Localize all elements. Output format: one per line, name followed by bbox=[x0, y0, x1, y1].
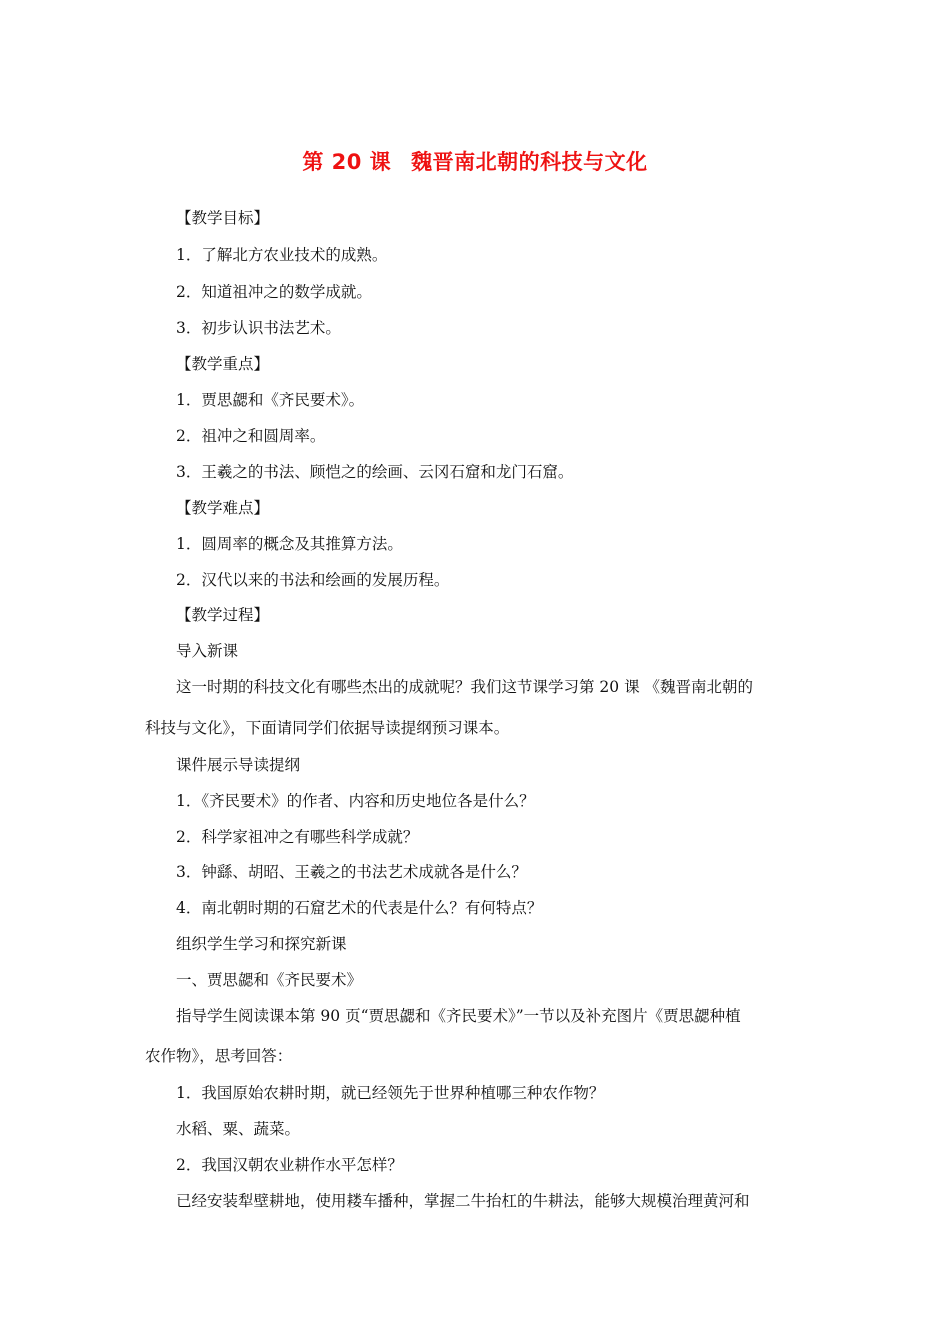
section-heading-difficulties: 【教学难点】 bbox=[176, 499, 270, 517]
key-point-item: 1．贾思勰和《齐民要术》。 bbox=[176, 391, 365, 409]
subheading-outline: 课件展示导读提纲 bbox=[176, 756, 301, 774]
guide-paragraph-line: 农作物》，思考回答： bbox=[145, 1047, 293, 1065]
objective-item: 3．初步认识书法艺术。 bbox=[176, 319, 341, 337]
lesson-title: 魏晋南北朝的科技与文化 bbox=[411, 150, 648, 174]
answer-text: 水稻、粟、蔬菜。 bbox=[176, 1120, 301, 1138]
objective-item: 1．了解北方农业技术的成熟。 bbox=[176, 246, 388, 264]
outline-question: 3．钟繇、胡昭、王羲之的书法艺术成就各是什么？ bbox=[176, 863, 527, 881]
difficulty-item: 2．汉代以来的书法和绘画的发展历程。 bbox=[176, 571, 450, 589]
section-heading-key-points: 【教学重点】 bbox=[176, 355, 270, 373]
outline-question: 2．科学家祖冲之有哪些科学成就？ bbox=[176, 828, 419, 846]
question-item: 2．我国汉朝农业耕作水平怎样？ bbox=[176, 1156, 403, 1174]
section-heading-process: 【教学过程】 bbox=[176, 606, 270, 624]
answer-text: 已经安装犁壁耕地，使用耧车播种，掌握二牛抬杠的牛耕法，能够大规模治理黄河和 bbox=[176, 1192, 750, 1210]
objective-item: 2．知道祖冲之的数学成就。 bbox=[176, 283, 372, 301]
lesson-number: 第 20 课 bbox=[302, 150, 392, 174]
section-heading-objectives: 【教学目标】 bbox=[176, 209, 270, 227]
page-title bbox=[0, 146, 950, 176]
subheading-new-lesson: 组织学生学习和探究新课 bbox=[176, 935, 347, 953]
outline-question: 4．南北朝时期的石窟艺术的代表是什么？有何特点？ bbox=[176, 899, 543, 917]
section-heading-jia-sixie: 一、贾思勰和《齐民要术》 bbox=[176, 971, 363, 989]
key-point-item: 3．王羲之的书法、顾恺之的绘画、云冈石窟和龙门石窟。 bbox=[176, 463, 574, 481]
outline-question: 1．《齐民要术》的作者、内容和历史地位各是什么？ bbox=[176, 792, 535, 810]
difficulty-item: 1．圆周率的概念及其推算方法。 bbox=[176, 535, 403, 553]
question-item: 1．我国原始农耕时期，就已经领先于世界种植哪三种农作物？ bbox=[176, 1084, 605, 1102]
subheading-intro: 导入新课 bbox=[176, 642, 239, 660]
intro-paragraph-line: 这一时期的科技文化有哪些杰出的成就呢？我们这节课学习第 20 课 《魏晋南北朝的 bbox=[176, 678, 754, 696]
key-point-item: 2．祖冲之和圆周率。 bbox=[176, 427, 326, 445]
intro-paragraph-line: 科技与文化》，下面请同学们依据导读提纲预习课本。 bbox=[145, 719, 510, 737]
guide-paragraph-line: 指导学生阅读课本第 90 页“贾思勰和《齐民要术》”一节以及补充图片《贾思勰种植 bbox=[176, 1007, 741, 1025]
